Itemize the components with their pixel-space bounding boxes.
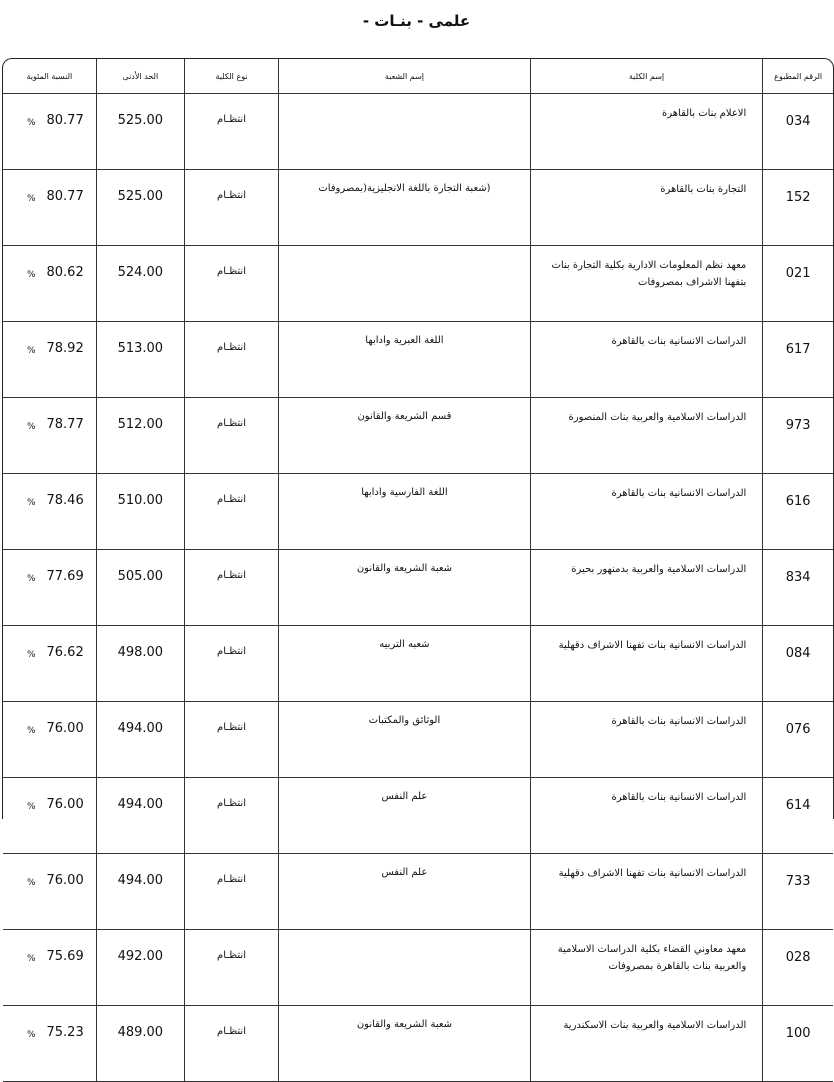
table-row [3, 702, 833, 778]
results-sheet [2, 58, 834, 1041]
header-row [3, 59, 833, 94]
college-name-cell: الدراسات الانسانية بنات بالقاهرة [530, 322, 763, 398]
college-name-cell: الدراسات الانسانية بنات بالقاهرة [530, 778, 763, 854]
printed-code-cell: 152 [763, 170, 833, 246]
header-percent: النسبة المئوية [3, 59, 96, 94]
printed-code-cell: 617 [763, 322, 833, 398]
printed-code-cell: 084 [763, 626, 833, 702]
percent-cell [3, 474, 96, 550]
percent-value: 77.69 [46, 569, 84, 584]
percent-value: 76.00 [46, 721, 84, 736]
percent-value: 80.62 [46, 265, 84, 280]
college-type-cell: انتظـام [184, 702, 278, 778]
percent-value: 80.77 [46, 189, 84, 204]
percent-value: 76.00 [46, 797, 84, 812]
college-name-cell: التجارة بنات بالقاهرة [530, 170, 763, 246]
percent-value: 78.92 [46, 341, 84, 356]
printed-code-cell: 733 [763, 854, 833, 930]
printed-code-cell: 028 [763, 930, 833, 1006]
branch-name-cell [279, 94, 531, 170]
percent-cell [3, 246, 96, 322]
header-min: الحد الأدنى [96, 59, 184, 94]
college-name-cell: الدراسات الاسلامية والعربية بدمنهور بحيرة [530, 550, 763, 626]
college-name-cell: الاعلام بنات بالقاهرة [530, 94, 763, 170]
table-row [3, 778, 833, 854]
college-name-cell: الدراسات الانسانية بنات تفهنا الاشراف دقهلية [530, 626, 763, 702]
min-score-cell: 510.00 [96, 474, 184, 550]
table-row [3, 246, 833, 322]
college-type-cell: انتظـام [184, 170, 278, 246]
min-score-cell: 489.00 [96, 1006, 184, 1082]
printed-code-cell: 100 [763, 1006, 833, 1082]
branch-name-cell: شعبه التربيه [279, 626, 531, 702]
college-type-cell: انتظـام [184, 626, 278, 702]
branch-name-cell: الوثائق والمكتبات [279, 702, 531, 778]
table-row [3, 474, 833, 550]
table-row [3, 550, 833, 626]
college-type-cell: انتظـام [184, 778, 278, 854]
percent-value: 75.69 [46, 949, 84, 964]
min-score-cell: 524.00 [96, 246, 184, 322]
percent-sign: % [27, 878, 36, 888]
percent-value: 78.46 [46, 493, 84, 508]
percent-cell [3, 550, 96, 626]
percent-sign: % [27, 346, 36, 356]
printed-code-cell: 973 [763, 398, 833, 474]
printed-code-cell: 021 [763, 246, 833, 322]
min-score-cell: 505.00 [96, 550, 184, 626]
college-type-cell: انتظـام [184, 930, 278, 1006]
college-name-cell: الدراسات الانسانية بنات بالقاهرة [530, 702, 763, 778]
percent-sign: % [27, 650, 36, 660]
header-college: إسم الكلية [530, 59, 763, 94]
printed-code-cell: 616 [763, 474, 833, 550]
branch-name-cell: علم النفس [279, 854, 531, 930]
min-score-cell: 494.00 [96, 778, 184, 854]
percent-sign: % [27, 954, 36, 964]
percent-cell [3, 626, 96, 702]
percent-cell [3, 702, 96, 778]
table-row [3, 170, 833, 246]
page-title: - علمى - بنـات [362, 12, 471, 30]
college-type-cell: انتظـام [184, 94, 278, 170]
college-type-cell: انتظـام [184, 854, 278, 930]
percent-value: 76.00 [46, 873, 84, 888]
percent-value: 76.62 [46, 645, 84, 660]
college-name-cell: الدراسات الاسلامية والعربية بنات الاسكندرية [530, 1006, 763, 1082]
printed-code-cell: 834 [763, 550, 833, 626]
college-type-cell: انتظـام [184, 246, 278, 322]
college-name-cell: الدراسات الانسانية بنات تفهنا الاشراف دقهلية [530, 854, 763, 930]
branch-name-cell: علم النفس [279, 778, 531, 854]
min-score-cell: 494.00 [96, 854, 184, 930]
printed-code-cell: 614 [763, 778, 833, 854]
min-score-cell: 525.00 [96, 170, 184, 246]
college-type-cell: انتظـام [184, 550, 278, 626]
college-name-cell: الدراسات الانسانية بنات بالقاهرة [530, 474, 763, 550]
table-row [3, 930, 833, 1006]
table-row [3, 1006, 833, 1082]
percent-sign: % [27, 498, 36, 508]
college-name-cell: معهد نظم المعلومات الادارية بكلية التجارة بنات بتفهنا الاشراف بمصروفات [530, 246, 763, 322]
percent-cell [3, 778, 96, 854]
table-row [3, 854, 833, 930]
percent-value: 80.77 [46, 113, 84, 128]
percent-cell [3, 930, 96, 1006]
percent-cell [3, 170, 96, 246]
branch-name-cell: (شعبة التجارة باللغة الانجليزية(بمصروفات [279, 170, 531, 246]
table-row [3, 322, 833, 398]
table-row [3, 626, 833, 702]
percent-sign: % [27, 194, 36, 204]
college-name-cell: الدراسات الاسلامية والعربية بنات المنصورة [530, 398, 763, 474]
table-row [3, 398, 833, 474]
branch-name-cell [279, 246, 531, 322]
branch-name-cell [279, 930, 531, 1006]
min-score-cell: 525.00 [96, 94, 184, 170]
percent-cell [3, 322, 96, 398]
percent-cell [3, 1006, 96, 1082]
min-score-cell: 498.00 [96, 626, 184, 702]
min-score-cell: 494.00 [96, 702, 184, 778]
header-branch: إسم الشعبة [279, 59, 531, 94]
percent-sign: % [27, 118, 36, 128]
header-type: نوع الكلية [184, 59, 278, 94]
college-type-cell: انتظـام [184, 398, 278, 474]
percent-sign: % [27, 802, 36, 812]
table-row [3, 94, 833, 170]
percent-value: 75.23 [46, 1025, 84, 1040]
min-score-cell: 492.00 [96, 930, 184, 1006]
percent-cell [3, 854, 96, 930]
min-score-cell: 512.00 [96, 398, 184, 474]
college-type-cell: انتظـام [184, 322, 278, 398]
percent-cell [3, 398, 96, 474]
min-score-cell: 513.00 [96, 322, 184, 398]
percent-sign: % [27, 270, 36, 280]
college-name-cell: معهد معاوني القضاء بكلية الدراسات الاسلامية والعربية بنات بالقاهرة بمصروفات [530, 930, 763, 1006]
branch-name-cell: قسم الشريعة والقانون [279, 398, 531, 474]
percent-sign: % [27, 726, 36, 736]
percent-cell [3, 94, 96, 170]
college-type-cell: انتظـام [184, 474, 278, 550]
percent-sign: % [27, 1030, 36, 1040]
header-code: الرقم المطبوع [763, 59, 833, 94]
percent-value: 78.77 [46, 417, 84, 432]
printed-code-cell: 034 [763, 94, 833, 170]
percent-sign: % [27, 574, 36, 584]
percent-sign: % [27, 422, 36, 432]
printed-code-cell: 076 [763, 702, 833, 778]
branch-name-cell: اللغة العبرية وادابها [279, 322, 531, 398]
college-type-cell: انتظـام [184, 1006, 278, 1082]
branch-name-cell: اللغة الفارسية وادابها [279, 474, 531, 550]
results-table [3, 59, 833, 1082]
branch-name-cell: شعبة الشريعة والقانون [279, 1006, 531, 1082]
branch-name-cell: شعبة الشريعة والقانون [279, 550, 531, 626]
